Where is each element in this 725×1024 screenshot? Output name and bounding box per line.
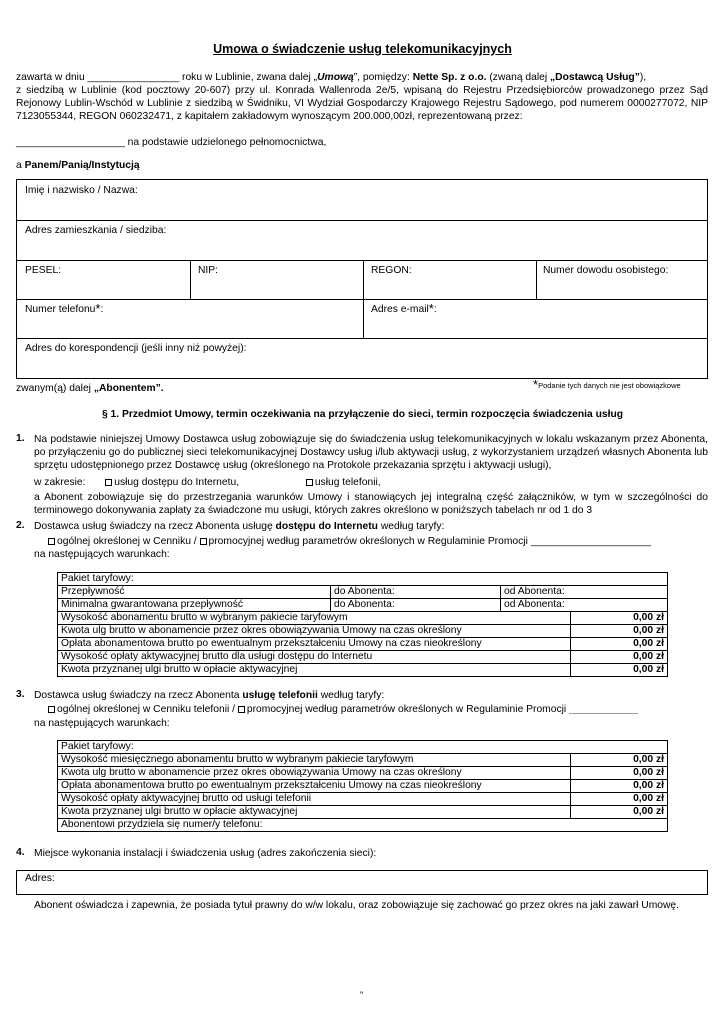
phone-tariff-table (57, 740, 668, 832)
note-star: * (533, 377, 539, 392)
subscriber-term: „Abonentem”. (93, 383, 164, 394)
internet-service-term: dostępu do Internetu (275, 521, 378, 532)
email-optional-star: * (428, 301, 434, 316)
section-1-heading: § 1. Przedmiot Umowy, termin oczekiwania na przyłączenie do sieci, termin rozpoczęcia świadczenia usług (101, 409, 624, 420)
footer-mark: " (360, 990, 364, 1000)
internet-promo-tariff-label: promocyjnej według parametrów określonych w Regulaminie Promocji _____________________ (208, 536, 651, 547)
fee-value[interactable]: 0,00 zł (571, 612, 668, 625)
table-row (58, 767, 668, 780)
note-text: Podanie tych danych nie jest obowiązkowe (538, 381, 681, 390)
p1-number: 1. (16, 433, 25, 444)
fee-label: Wysokość opłaty aktywacyjnej brutto od usługi telefonii (58, 793, 571, 806)
regon-field[interactable]: REGON: (371, 265, 412, 276)
phone-label: Numer telefonu (25, 304, 96, 315)
table-row (58, 664, 668, 677)
installation-address-label: Adres: (25, 873, 55, 884)
p2-text (34, 520, 444, 533)
fee-label: Wysokość miesięcznego abonamentu brutto w wybranym pakiecie taryfowym (58, 754, 571, 767)
table-row (58, 793, 668, 806)
intro-line-1 (16, 71, 646, 84)
table-row (58, 638, 668, 651)
subscriber-line (16, 382, 164, 395)
fee-label: Kwota przyznanej ulgi brutto w opłacie aktywacyjnej (58, 806, 571, 819)
internet-tariff-table (57, 572, 668, 612)
email-colon: : (433, 304, 437, 315)
fee-value[interactable]: 0,00 zł (571, 664, 668, 677)
intro-company-details: z siedzibą w Lublinie (kod pocztowy 20-607) przy ul. Konrada Wallenroda 2e/5, wpisaną do Rejestru Przedsiębiorców prowadzonego przez Sąd Rejonowy Lublin-Wschód w Lublinie z siedzibą w Świdniku, VI Wydział Gospodarczy Krajowego Rejestru Sądowego, pod numerem 0000277072, NIP 7123055344, REGON 060232471, z kapitałem zakładowym wynoszącym 200.000,00zł, reprezentowaną przez: (16, 85, 708, 122)
throughput-label: Przepływność (58, 586, 331, 599)
table-row (58, 754, 668, 767)
fee-label: Wysokość abonamentu brutto w wybranym pakiecie taryfowym (58, 612, 571, 625)
table-row (58, 780, 668, 793)
p3-text (34, 689, 384, 702)
p2-text-c: według taryfy: (377, 521, 445, 532)
address-field[interactable]: Adres zamieszkania / siedziba: (25, 225, 167, 236)
id-number-field[interactable]: Numer dowodu osobistego: (543, 265, 669, 276)
phone-general-tariff-label: ogólnej określonej w Cenniku telefonii / (57, 704, 238, 715)
intro-close: ), (639, 72, 647, 83)
p2-text-a: Dostawca usług świadczy na rzecz Abonenta usługę (34, 521, 276, 532)
name-field[interactable]: Imię i nazwisko / Nazwa: (25, 185, 138, 196)
email-label: Adres e-mail (371, 304, 429, 315)
fee-value[interactable]: 0,00 zł (571, 651, 668, 664)
phone-promo-tariff-checkbox[interactable] (238, 706, 245, 713)
fee-value[interactable]: 0,00 zł (571, 625, 668, 638)
phone-checkbox[interactable] (306, 479, 313, 486)
fee-label: Kwota ulg brutto w abonamencie przez okres obowiązywania Umowy na czas określony (58, 767, 571, 780)
installation-address-box[interactable] (16, 870, 708, 895)
party-prefix: a (16, 160, 25, 171)
phone-package-cell[interactable]: Pakiet taryfowy: (58, 741, 668, 754)
p2-number: 2. (16, 520, 25, 531)
fee-value[interactable]: 0,00 zł (571, 638, 668, 651)
phone-optional-star: * (95, 301, 101, 316)
email-field[interactable] (371, 301, 437, 316)
p4-text: Miejsce wykonania instalacji i świadczenia usług (adres zakończenia sieci): (34, 848, 377, 859)
table-row (58, 651, 668, 664)
phone-number-cell[interactable]: Abonentowi przydziela się numer/y telefonu: (58, 819, 668, 832)
promo-blank[interactable]: ____________ (569, 704, 638, 715)
phone-field[interactable] (25, 301, 104, 316)
table-row (58, 612, 668, 625)
fee-value[interactable]: 0,00 zł (571, 806, 668, 819)
optional-data-note (533, 377, 681, 392)
table-row (58, 806, 668, 819)
internet-option-label: usług dostępu do Internetu, (114, 477, 240, 488)
p2-conditions: na następujących warunkach: (34, 549, 170, 560)
pesel-field[interactable]: PESEL: (25, 265, 62, 276)
company-name: Nette Sp. z o.o. (412, 72, 487, 83)
p2-tariff-options (48, 535, 651, 548)
p1-scope-line (34, 476, 381, 489)
min-throughput-download[interactable]: do Abonenta: (331, 599, 501, 612)
p3-text-c: według taryfy: (317, 690, 385, 701)
correspondence-address-field[interactable]: Adres do korespondencji (jeśli inny niż powyżej): (25, 343, 247, 354)
agreement-term: Umową (317, 72, 354, 83)
fee-value[interactable]: 0,00 zł (571, 754, 668, 767)
phone-colon: : (100, 304, 104, 315)
phone-promo-tariff-label: promocyjnej według parametrów określonych w Regulaminie Promocji (246, 704, 570, 715)
intro-between: ”, pomiędzy: (353, 72, 413, 83)
throughput-download[interactable]: do Abonenta: (331, 586, 501, 599)
fee-value[interactable]: 0,00 zł (571, 793, 668, 806)
p1-text-2: a Abonent zobowiązuje się do przestrzegania warunków Umowy i stanowiących jej integralną część załączników, w tym w szczególności do terminowego dokonywania zapłaty za świadczone mu usługi, których zakres określono w poniższych tabelach nr od 1 do 3 (34, 492, 708, 516)
internet-general-tariff-label: ogólnej określonej w Cenniku / (57, 536, 200, 547)
nip-field[interactable]: NIP: (198, 265, 219, 276)
provider-term: „Dostawcą Usług” (550, 72, 640, 83)
phone-service-term: usługę telefonii (242, 690, 318, 701)
party-line (16, 159, 140, 172)
fee-label: Opłata abonamentowa brutto po ewentualnym przekształceniu Umowy na czas nieokreślony (58, 780, 571, 793)
p4-number: 4. (16, 847, 25, 858)
customer-data-form (16, 179, 708, 379)
party-type: Panem/Panią/Instytucją (24, 160, 140, 171)
internet-promo-tariff-checkbox[interactable] (200, 538, 207, 545)
fee-value[interactable]: 0,00 zł (571, 767, 668, 780)
fee-label: Wysokość opłaty aktywacyjnej brutto dla usługi dostępu do Internetu (58, 651, 571, 664)
internet-package-cell[interactable]: Pakiet taryfowy: (58, 573, 668, 586)
p3-text-a: Dostawca usług świadczy na rzecz Abonenta (34, 690, 243, 701)
min-throughput-upload[interactable]: od Abonenta: (501, 599, 668, 612)
p3-number: 3. (16, 689, 25, 700)
phone-option-label: usług telefonii, (314, 477, 381, 488)
document-title: Umowa o świadczenie usług telekomunikacyjnych (213, 42, 512, 56)
proxy-line: ___________________ na podstawie udzielonego pełnomocnictwa, (16, 137, 327, 148)
fee-label: Kwota przyznanej ulgi brutto w opłacie aktywacyjnej (58, 664, 571, 677)
p1-text: Na podstawie niniejszej Umowy Dostawca usług zobowiązuje się do świadczenia usług telekomunikacyjnych w lokalu wskazanym przez Abonenta, po przyłączeniu go do publicznej sieci telekomunikacyjnej Dostawcy usług i/lub aktywacji usług, z wykorzystaniem urządzeń własnych Abonenta lub sprzętu udostępnionego przez Dostawcę usług (określonego na Protokole przekazania sprzętu i aktywacji usługi), (34, 434, 708, 471)
intro-called: (zwaną dalej (486, 72, 551, 83)
throughput-upload[interactable]: od Abonenta: (501, 586, 668, 599)
phone-general-tariff-checkbox[interactable] (48, 706, 55, 713)
p3-tariff-options (48, 703, 638, 716)
intro-date-text: zawarta w dniu ________________ roku w Lublinie, zwana dalej „ (16, 72, 318, 83)
internet-fees-table (57, 611, 668, 677)
legal-title-declaration: Abonent oświadcza i zapewnia, że posiada tytuł prawny do w/w lokalu, oraz zobowiązuje się zachować go przez okres na jaki zawarł Umowę. (34, 900, 680, 911)
internet-general-tariff-checkbox[interactable] (48, 538, 55, 545)
min-throughput-label: Minimalna gwarantowana przepływność (58, 599, 331, 612)
internet-checkbox[interactable] (105, 479, 112, 486)
fee-label: Kwota ulg brutto w abonamencie przez okres obowiązywania Umowy na czas określony (58, 625, 571, 638)
scope-label: w zakresie: (34, 477, 86, 488)
subscriber-prefix: zwanym(ą) dalej (16, 383, 94, 394)
p3-conditions: na następujących warunkach: (34, 718, 170, 729)
fee-label: Opłata abonamentowa brutto po ewentualnym przekształceniu Umowy na czas nieokreślony (58, 638, 571, 651)
fee-value[interactable]: 0,00 zł (571, 780, 668, 793)
table-row (58, 625, 668, 638)
